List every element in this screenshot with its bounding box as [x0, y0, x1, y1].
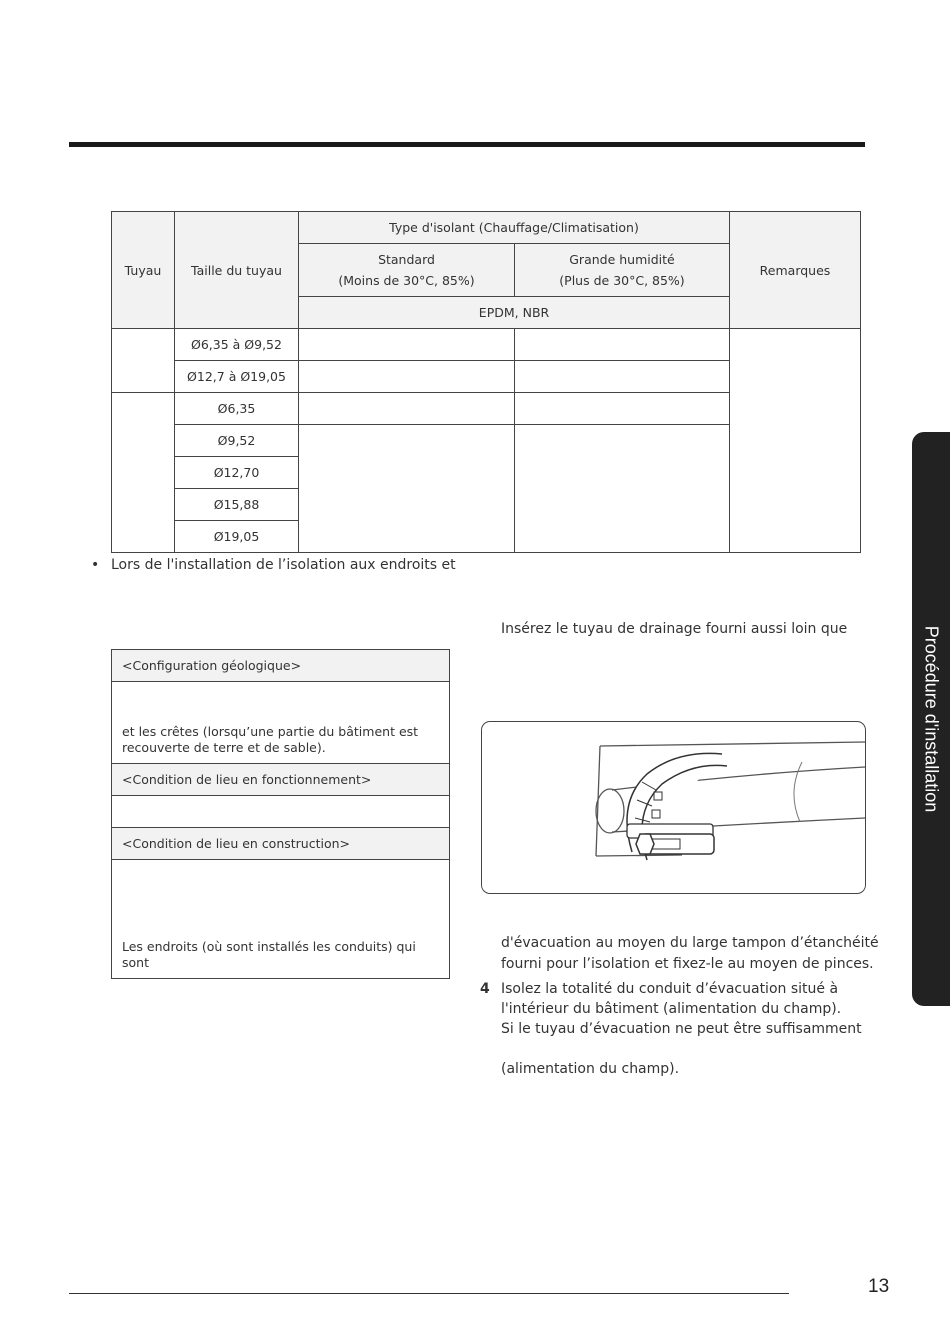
header-high-humidity-subtitle: (Plus de 30°C, 85%) [559, 273, 685, 288]
header-standard-title: Standard [378, 252, 435, 267]
humidity-cell [515, 425, 730, 553]
operation-body [112, 796, 449, 828]
header-remarks: Remarques [730, 212, 861, 329]
geological-body [112, 682, 449, 764]
seal-line-1: d'évacuation au moyen du large tampon d’étanchéité [501, 935, 879, 951]
top-rule [69, 142, 865, 147]
pipe-cell-1 [112, 329, 175, 393]
header-standard-subtitle: (Moins de 30°C, 85%) [338, 273, 475, 288]
size-cell: Ø12,7 à Ø19,05 [175, 361, 299, 393]
standard-cell [299, 393, 515, 425]
humidity-cell [515, 329, 730, 361]
pipe-clamp-illustration [481, 721, 866, 894]
header-high-humidity-title: Grande humidité [569, 252, 675, 267]
step-4-line-1: Isolez la totalité du conduit d’évacuation situé à [501, 981, 839, 997]
insulation-table [111, 211, 861, 553]
size-cell: Ø9,52 [175, 425, 299, 457]
drain-instruction: Insérez le tuyau de drainage fourni aussi loin que [501, 621, 848, 637]
bullet-text: Lors de l'installation de l’isolation aux endroits et [111, 557, 456, 573]
construction-text: Les endroits (où sont installés les conduits) qui sont [122, 939, 416, 970]
bullet-note [91, 557, 456, 573]
size-cell: Ø6,35 à Ø9,52 [175, 329, 299, 361]
bottom-rule [69, 1293, 789, 1294]
standard-cell [299, 425, 515, 553]
conditions-box [111, 649, 450, 979]
standard-cell [299, 329, 515, 361]
step-4-line-3: Si le tuyau d’évacuation ne peut être suffisamment [501, 1021, 862, 1037]
section-side-tab-label: Procédure d'installation [921, 625, 942, 813]
step-4-line-4: (alimentation du champ). [501, 1061, 680, 1077]
step-4-line-2: l'intérieur du bâtiment (alimentation du champ). [501, 1001, 842, 1017]
standard-cell [299, 361, 515, 393]
section-side-tab [912, 432, 950, 1006]
remarks-cell [730, 329, 861, 553]
construction-title: <Condition de lieu en construction> [112, 828, 449, 860]
size-cell: Ø15,88 [175, 489, 299, 521]
step-4-number: 4 [480, 981, 490, 997]
pipe-cell-2 [112, 393, 175, 553]
size-cell: Ø19,05 [175, 521, 299, 553]
page-number: 13 [868, 1276, 890, 1297]
humidity-cell [515, 393, 730, 425]
operation-title: <Condition de lieu en fonctionnement> [112, 764, 449, 796]
header-standard [299, 244, 515, 297]
size-cell: Ø12,70 [175, 457, 299, 489]
size-cell: Ø6,35 [175, 393, 299, 425]
geological-title: <Configuration géologique> [112, 650, 449, 682]
header-insulation-type: Type d'isolant (Chauffage/Climatisation) [299, 212, 730, 244]
construction-body [112, 860, 449, 978]
bullet-dot: • [91, 557, 100, 573]
header-pipe: Tuyau [112, 212, 175, 329]
header-pipe-size: Taille du tuyau [175, 212, 299, 329]
seal-line-2: fourni pour l’isolation et fixez-le au moyen de pinces. [501, 956, 874, 972]
pipe-clamp-drawing [482, 722, 865, 893]
header-material: EPDM, NBR [299, 297, 730, 329]
header-high-humidity [515, 244, 730, 297]
humidity-cell [515, 361, 730, 393]
geological-text: et les crêtes (lorsqu’une partie du bâtiment est recouverte de terre et de sable). [122, 724, 419, 755]
